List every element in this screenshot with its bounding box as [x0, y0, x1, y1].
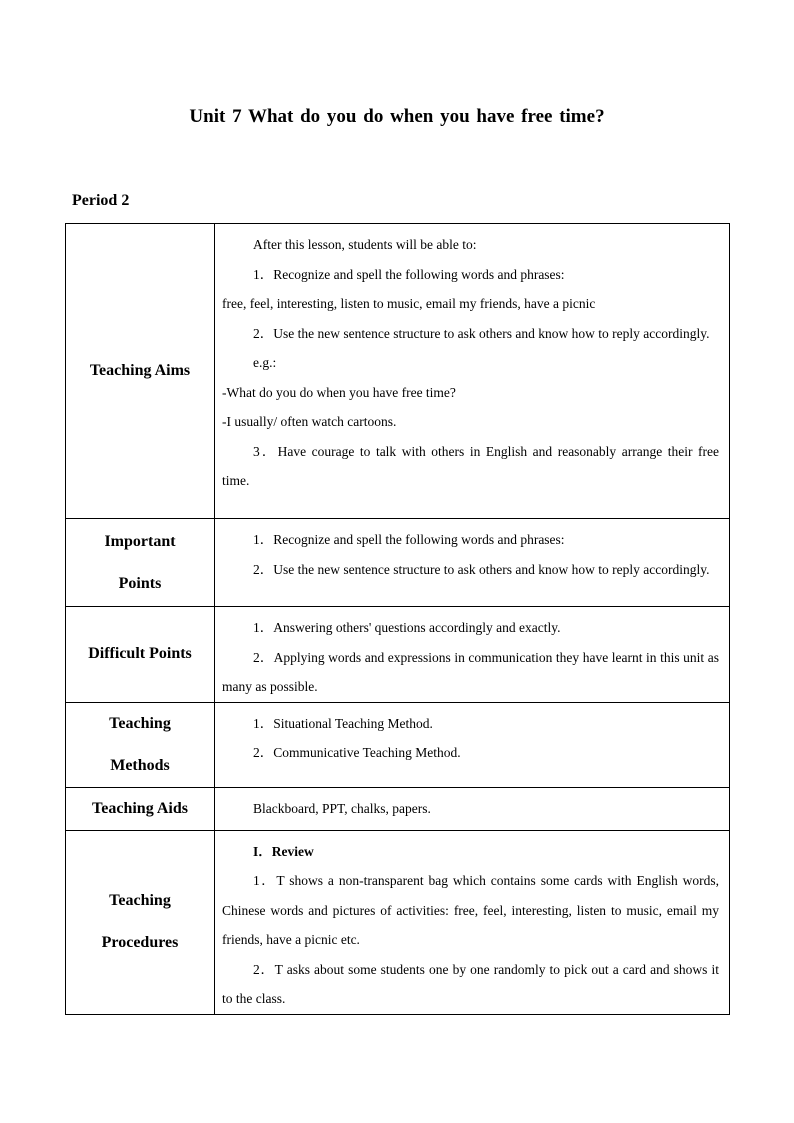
content-line: 2．T asks about some students one by one randomly to pick out a card and shows it to the class. — [222, 961, 719, 1006]
label-line: Procedures — [101, 934, 179, 951]
content-line: 2．Use the new sentence structure to ask others and know how to reply accordingly. — [253, 325, 710, 341]
table-row — [66, 830, 730, 1014]
label-line: Points — [118, 574, 162, 592]
content-line: Blackboard, PPT, chalks, papers. — [253, 800, 431, 816]
content-line: e.g.: — [253, 355, 277, 370]
row-content-difficult-points — [215, 607, 730, 703]
content-line: 2．Use the new sentence structure to ask others and know how to reply accordingly. — [253, 561, 710, 577]
row-label-teaching-methods — [66, 702, 215, 787]
section-heading: I．Review — [253, 843, 314, 859]
row-content-teaching-methods — [215, 702, 730, 787]
content-line: free, feel, interesting, listen to music, email my friends, have a picnic — [222, 296, 596, 311]
content-line: 1．T shows a non-transparent bag which contains some cards with English words, Chinese words and pictures of activities: free, feel, interesting, listen to music, email my friends, have a picnic etc. — [222, 873, 719, 947]
table-row — [66, 787, 730, 830]
content-line: After this lesson, students will be able to: — [253, 237, 477, 252]
table-row — [66, 224, 730, 519]
row-label-teaching-procedures — [66, 830, 215, 1014]
label-line: Teaching — [109, 892, 171, 909]
table-row — [66, 702, 730, 787]
row-content-teaching-aims — [215, 224, 730, 519]
label-line: Methods — [110, 756, 170, 774]
content-line: 1．Situational Teaching Method. — [253, 715, 433, 731]
period-heading: Period 2 — [72, 192, 130, 209]
table-row — [66, 607, 730, 703]
content-line: 2．Applying words and expressions in communication they have learnt in this unit as many as possible. — [222, 649, 719, 694]
lesson-plan-table — [65, 223, 730, 1015]
content-line: -What do you do when you have free time? — [222, 384, 456, 400]
content-line: 3．Have courage to talk with others in English and reasonably arrange their free time. — [222, 443, 719, 488]
content-line: -I usually/ often watch cartoons. — [222, 414, 397, 429]
row-label-difficult-points: Difficult Points — [66, 607, 215, 703]
row-content-important-points — [215, 519, 730, 607]
content-line: 1．Answering others' questions accordingly and exactly. — [253, 620, 561, 635]
content-line: 1．Recognize and spell the following words and phrases: — [253, 532, 565, 547]
label-line: Teaching — [109, 714, 171, 732]
row-label-teaching-aids: Teaching Aids — [66, 787, 215, 830]
row-label-important-points — [66, 519, 215, 607]
row-content-teaching-procedures — [215, 830, 730, 1014]
label-line: Important — [104, 532, 176, 550]
row-label-teaching-aims: Teaching Aims — [66, 224, 215, 519]
table-row — [66, 519, 730, 607]
row-content-teaching-aids — [215, 787, 730, 830]
document-title: Unit 7 What do you do when you have free time? — [189, 106, 605, 127]
content-line: 1．Recognize and spell the following words and phrases: — [253, 266, 565, 282]
content-line: 2．Communicative Teaching Method. — [253, 745, 461, 760]
